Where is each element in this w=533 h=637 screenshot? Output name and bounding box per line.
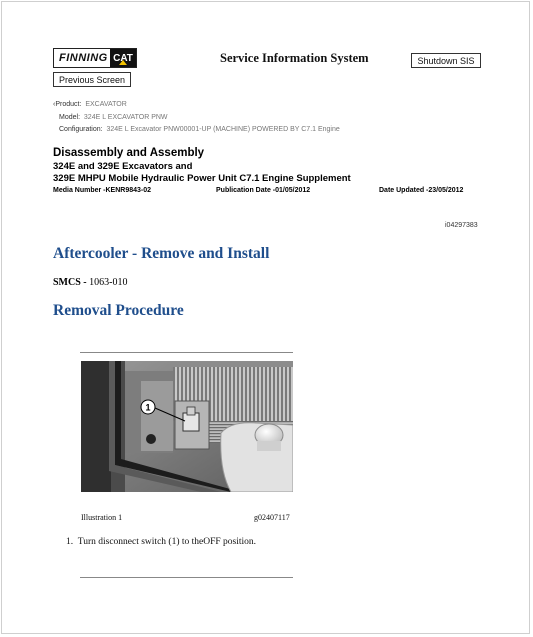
media-number: Media Number -KENR9843-02 — [53, 187, 152, 194]
cat-logo-icon: CAT — [110, 49, 136, 67]
shutdown-sis-button[interactable]: Shutdown SIS — [411, 53, 481, 68]
article-title: Aftercooler - Remove and Install — [53, 245, 270, 262]
document-subheading-1: 324E and 329E Excavators and — [53, 161, 193, 172]
illustration-label: Illustration 1 — [81, 513, 123, 522]
model-value: 324E L EXCAVATOR PNW — [83, 114, 168, 121]
section-title: Removal Procedure — [53, 302, 184, 319]
divider — [80, 352, 293, 353]
document-subheading-2: 329E MHPU Mobile Hydraulic Power Unit C7.1 Engine Supplement — [53, 173, 351, 184]
page-title: Service Information System — [220, 51, 369, 65]
smcs-label: SMCS - — [53, 277, 87, 288]
configuration-value: 324E L Excavator PNW00001-UP (MACHINE) POWERED BY C7.1 Engine — [106, 126, 340, 133]
breadcrumb-product — [53, 101, 127, 108]
illustration-photo — [81, 361, 293, 492]
illustration-code: g02407117 — [254, 513, 290, 522]
back-arrow-icon[interactable]: ‹ — [53, 101, 56, 108]
model-label: Model: — [59, 114, 81, 121]
previous-screen-button[interactable]: Previous Screen — [53, 72, 131, 87]
product-label: Product: — [55, 101, 82, 108]
configuration-label: Configuration: — [59, 126, 103, 133]
breadcrumb-configuration — [59, 126, 340, 133]
reference-id: i04297383 — [445, 222, 478, 229]
document-heading: Disassembly and Assembly — [53, 147, 205, 159]
list-item — [66, 537, 256, 547]
smcs-value: 1063-010 — [89, 277, 128, 288]
finning-cat-logo — [53, 48, 137, 68]
step-number: 1. — [66, 537, 74, 547]
breadcrumb-model — [59, 114, 168, 121]
step-text: Turn disconnect switch (1) to theOFF position. — [77, 537, 257, 547]
date-updated: Date Updated -23/05/2012 — [379, 187, 464, 194]
divider-bottom — [80, 577, 293, 578]
smcs-code — [53, 277, 127, 288]
logo-text: FINNING — [59, 52, 108, 64]
publication-date: Publication Date -01/05/2012 — [216, 187, 311, 194]
illustration-image — [81, 361, 293, 492]
callout-number: 1 — [145, 402, 151, 413]
product-link[interactable]: EXCAVATOR — [85, 101, 127, 108]
